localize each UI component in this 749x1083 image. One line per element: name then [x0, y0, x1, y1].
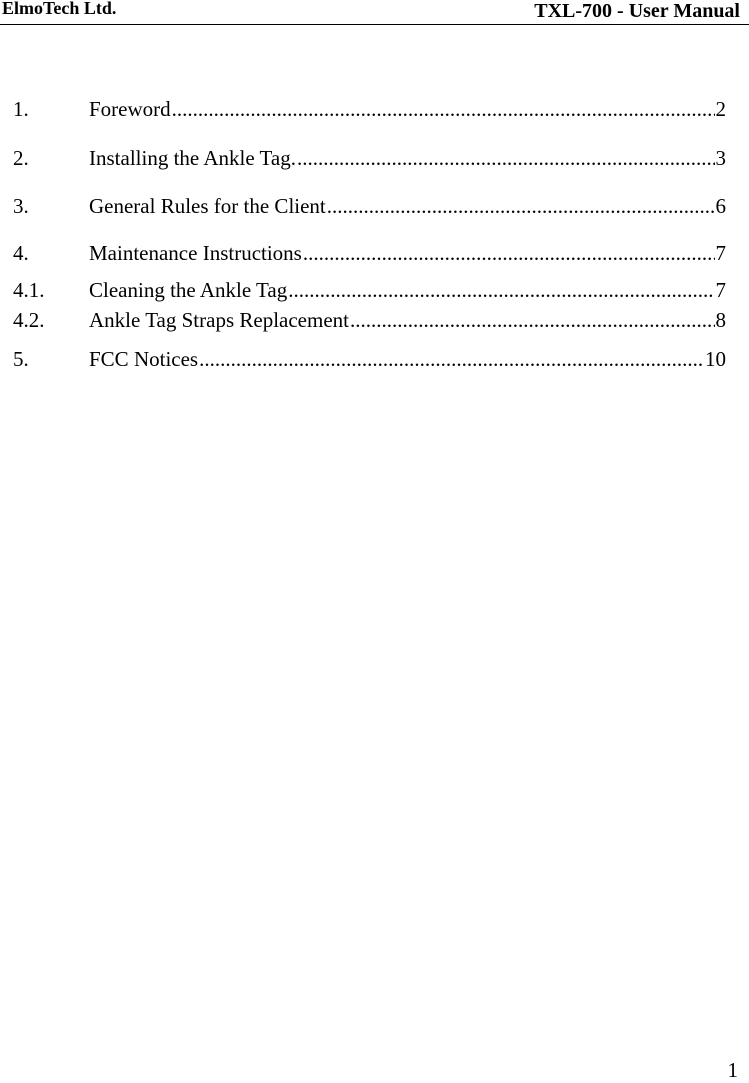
toc-entry-number: 3. — [13, 194, 29, 218]
toc-entry-title: Maintenance Instructions — [89, 241, 302, 265]
toc-dot-leader — [288, 277, 714, 303]
toc-entry-number: 4.2. — [13, 308, 45, 332]
toc-entry-page: 2 — [715, 97, 726, 121]
toc-dot-leader — [303, 240, 715, 266]
toc-entry-page: 7 — [715, 278, 726, 302]
toc-entry-title: Installing the Ankle Tag. — [89, 146, 296, 170]
toc-entry-title: Ankle Tag Straps Replacement — [89, 308, 349, 332]
toc-entry-title: Foreword — [89, 97, 171, 121]
toc-entry-page: 3 — [715, 146, 726, 170]
toc-entry-foreword[interactable] — [13, 96, 726, 122]
toc-dot-leader — [199, 346, 704, 372]
toc-dot-leader — [172, 96, 715, 122]
toc-entry-page: 7 — [715, 241, 726, 265]
page-number: 1 — [727, 1058, 738, 1082]
toc-entry-number: 4. — [13, 241, 29, 265]
toc-entry-page: 8 — [715, 308, 726, 332]
page-header — [0, 0, 749, 25]
toc-dot-leader — [297, 145, 715, 171]
toc-entry-cleaning-ankle-tag[interactable] — [13, 277, 726, 303]
company-name: ElmoTech Ltd. — [2, 0, 117, 18]
toc-entry-general-rules[interactable] — [13, 193, 726, 219]
toc-entry-straps-replacement[interactable] — [13, 307, 726, 333]
toc-entry-maintenance[interactable] — [13, 240, 726, 266]
toc-entry-number: 5. — [13, 347, 29, 371]
toc-entry-installing-ankle-tag[interactable] — [13, 145, 726, 171]
toc-dot-leader — [350, 307, 715, 333]
toc-entry-number: 1. — [13, 97, 29, 121]
toc-dot-leader — [327, 193, 715, 219]
toc-entry-page: 6 — [715, 194, 726, 218]
toc-entry-fcc-notices[interactable] — [13, 346, 726, 372]
toc-entry-title: General Rules for the Client — [89, 194, 326, 218]
toc-entry-title: FCC Notices — [89, 347, 199, 371]
document-title: TXL-700 - User Manual — [534, 0, 740, 22]
toc-entry-number: 2. — [13, 146, 29, 170]
toc-entry-title: Cleaning the Ankle Tag — [89, 278, 288, 302]
toc-entry-page: 10 — [705, 347, 726, 371]
toc-entry-number: 4.1. — [13, 278, 45, 302]
